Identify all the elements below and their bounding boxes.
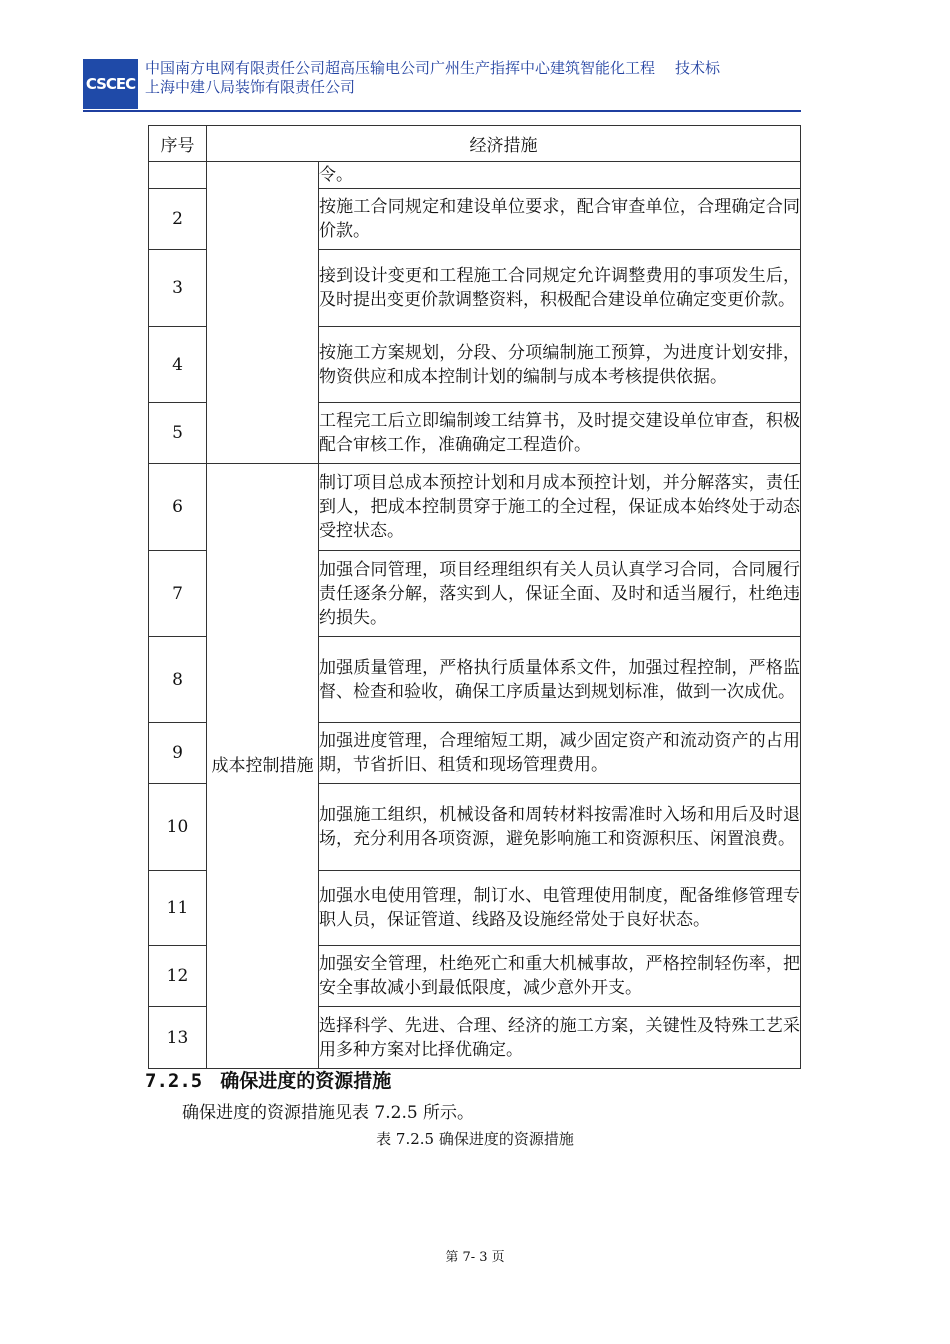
section-number: 7.2.5 [145, 1070, 203, 1092]
row-text: 工程完工后立即编制竣工结算书，及时提交建设单位审查，积极配合审核工作，准确确定工程造价。 [319, 403, 801, 464]
category-cell-cost-control: 成本控制措施 [207, 464, 319, 1069]
logo-text: CSCEC [85, 75, 136, 93]
row-text: 按施工方案规划，分段、分项编制施工预算，为进度计划安排，物资供应和成本控制计划的编制与成本考核提供依据。 [319, 327, 801, 403]
row-text: 按施工合同规定和建设单位要求，配合审查单位，合理确定合同价款。 [319, 189, 801, 250]
row-number: 2 [149, 189, 207, 250]
table-header-row [149, 126, 801, 162]
row-number: 5 [149, 403, 207, 464]
row-text: 加强水电使用管理，制订水、电管理使用制度，配备维修管理专职人员，保证管道、线路及设施经常处于良好状态。 [319, 871, 801, 946]
row-text: 选择科学、先进、合理、经济的施工方案，关键性及特殊工艺采用多种方案对比择优确定。 [319, 1007, 801, 1069]
row-number: 8 [149, 637, 207, 723]
row-text: 加强安全管理，杜绝死亡和重大机械事故，严格控制轻伤率，把安全事故减小到最低限度，减少意外开支。 [319, 946, 801, 1007]
row-number: 6 [149, 464, 207, 551]
header-doc-type: 技术标 [675, 59, 721, 77]
company-logo [83, 59, 138, 109]
header-project: 中国南方电网有限责任公司超高压输电公司广州生产指挥中心建筑智能化工程 [145, 59, 656, 77]
category-cell-continued [207, 162, 319, 464]
header-divider [83, 110, 801, 112]
row-number: 12 [149, 946, 207, 1007]
section-title: 确保进度的资源措施 [220, 1070, 392, 1092]
row-number: 11 [149, 871, 207, 946]
row-text: 加强进度管理，合理缩短工期，减少固定资产和流动资产的占用期，节省折旧、租赁和现场管理费用。 [319, 723, 801, 784]
table-row [149, 464, 801, 551]
header-company: 上海中建八局装饰有限责任公司 [145, 78, 356, 96]
row-text: 制订项目总成本预控计划和月成本预控计划，并分解落实，责任到人，把成本控制贯穿于施工的全过程，保证成本始终处于动态受控状态。 [319, 464, 801, 551]
economic-measures-table [148, 125, 801, 1069]
row-text: 接到设计变更和工程施工合同规定允许调整费用的事项发生后，及时提出变更价款调整资料，积极配合建设单位确定变更价款。 [319, 250, 801, 327]
header-project-line [145, 57, 720, 78]
row-text: 令。 [319, 162, 801, 189]
table-row [149, 162, 801, 189]
section-body-text: 确保进度的资源措施见表 7.2.5 所示。 [182, 1103, 475, 1123]
page-number: 第 7- 3 页 [445, 1250, 505, 1265]
row-text: 加强施工组织，机械设备和周转材料按需准时入场和用后及时退场，充分利用各项资源，避免影响施工和资源积压、闲置浪费。 [319, 784, 801, 871]
section-heading [145, 1066, 391, 1093]
row-text: 加强合同管理，项目经理组织有关人员认真学习合同，合同履行责任逐条分解，落实到人，保证全面、及时和适当履行，杜绝违约损失。 [319, 551, 801, 637]
row-number: 4 [149, 327, 207, 403]
row-text: 加强质量管理，严格执行质量体系文件，加强过程控制，严格监督、检查和验收，确保工序质量达到规划标准，做到一次成优。 [319, 637, 801, 723]
row-number: 9 [149, 723, 207, 784]
col-header-no: 序号 [149, 126, 207, 162]
row-number: 10 [149, 784, 207, 871]
row-number [149, 162, 207, 189]
row-number: 13 [149, 1007, 207, 1069]
col-header-measure: 经济措施 [207, 126, 801, 162]
row-number: 3 [149, 250, 207, 327]
row-number: 7 [149, 551, 207, 637]
table-caption: 表 7.2.5 确保进度的资源措施 [376, 1130, 574, 1148]
